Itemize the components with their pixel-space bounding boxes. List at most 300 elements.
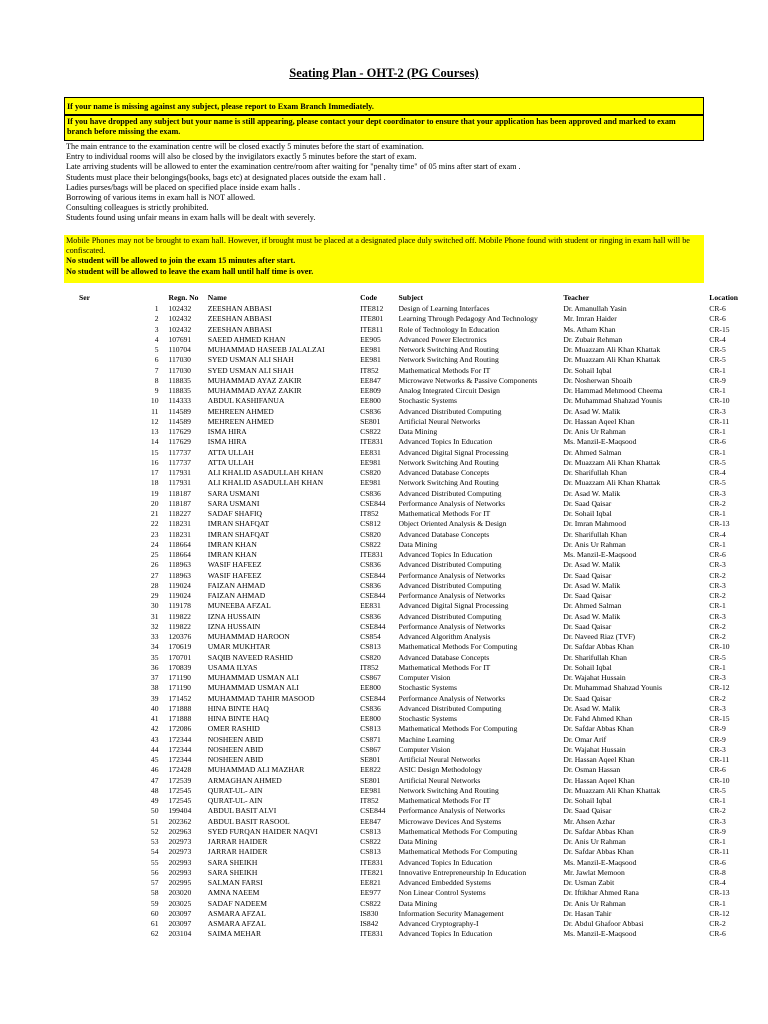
table-row <box>0 714 768 724</box>
rule-item: Ladies purses/bags will be placed on specified place inside exam halls . <box>66 182 301 192</box>
table-row <box>0 366 768 376</box>
table-row <box>0 530 768 540</box>
cell-location: CR-3 <box>709 488 726 498</box>
table-row <box>0 612 768 622</box>
table-row <box>0 519 768 529</box>
header-sno: Ser <box>79 293 90 303</box>
cell-regn-no: 118963 <box>168 560 191 570</box>
cell-regn-no: 118187 <box>168 488 191 498</box>
cell-subject: Advanced Digital Signal Processing <box>398 601 509 611</box>
table-row <box>0 314 768 324</box>
cell-teacher: Dr. Asad W. Malik <box>563 611 621 621</box>
cell-regn-no: 172344 <box>168 734 192 744</box>
cell-regn-no: 172344 <box>168 744 192 754</box>
header-code: Code <box>360 293 378 303</box>
cell-location: CR-6 <box>709 437 726 447</box>
table-row <box>0 468 768 478</box>
cell-subject: Computer Vision <box>398 744 451 754</box>
cell-code: CS836 <box>360 488 381 498</box>
cell-teacher: Dr. Asad W. Malik <box>563 703 621 713</box>
table-row <box>0 878 768 888</box>
cell-regn-no: 102432 <box>168 314 192 324</box>
cell-location: CR-1 <box>709 427 726 436</box>
cell-regn-no: 117931 <box>168 478 191 488</box>
cell-code: ITE831 <box>360 857 384 867</box>
cell-sno: 55 <box>150 857 159 867</box>
cell-code: EE809 <box>360 386 381 395</box>
table-row <box>0 355 768 365</box>
table-row <box>0 417 768 427</box>
cell-name: ABDUL BASIT ALVI <box>207 806 277 816</box>
cell-code: CS836 <box>360 580 381 590</box>
cell-name: MUNEEBA AFZAL <box>207 601 271 611</box>
cell-sno: 51 <box>150 816 159 826</box>
cell-code: CS871 <box>360 734 381 744</box>
cell-regn-no: 118664 <box>168 550 191 559</box>
cell-sno: 2 <box>154 314 159 324</box>
cell-name: SARA USMANI <box>207 488 260 498</box>
cell-code: CS820 <box>360 529 381 539</box>
table-row <box>0 437 768 447</box>
rule-item: Students must place their belongings(books, bags etc) at designated places outside the exam hall . <box>66 172 386 182</box>
cell-name: ZEESHAN ABBASI <box>207 304 272 313</box>
table-row <box>0 632 768 642</box>
cell-location: CR-3 <box>709 816 726 826</box>
cell-sno: 15 <box>150 447 159 457</box>
cell-teacher: Dr. Safdar Abbas Khan <box>563 724 634 734</box>
table-row <box>0 724 768 734</box>
cell-sno: 41 <box>150 714 159 723</box>
cell-name: WASIF HAFEEZ <box>207 560 262 570</box>
cell-teacher: Dr. Ahmed Salman <box>563 601 622 611</box>
cell-location: CR-2 <box>709 591 726 600</box>
table-row <box>0 806 768 816</box>
table-row <box>0 837 768 847</box>
cell-subject: Advanced Distributed Computing <box>398 703 502 713</box>
table-row <box>0 909 768 919</box>
cell-sno: 38 <box>150 683 159 693</box>
cell-sno: 37 <box>150 673 159 682</box>
table-row <box>0 458 768 468</box>
table-row <box>0 581 768 591</box>
cell-location: CR-2 <box>709 570 726 580</box>
cell-name: MUHAMMAD ALI MAZHAR <box>207 765 305 775</box>
cell-teacher: Dr. Hassan Aqeel Khan <box>563 755 635 764</box>
cell-subject: Advanced Cryptography-I <box>398 919 479 928</box>
cell-regn-no: 118231 <box>168 529 191 539</box>
header-name: Name <box>207 293 227 303</box>
cell-location: CR-1 <box>709 365 726 375</box>
cell-name: UMAR MUKHTAR <box>207 642 271 652</box>
cell-subject: Computer Vision <box>398 673 451 682</box>
cell-location: CR-11 <box>709 416 730 426</box>
cell-code: IT852 <box>360 662 379 672</box>
cell-name: HINA BINTE HAQ <box>207 703 269 713</box>
cell-name: ASMARA AFZAL <box>207 919 266 928</box>
cell-code: CS836 <box>360 611 381 621</box>
cell-name: ZEESHAN ABBASI <box>207 314 272 324</box>
cell-name: SAIMA MEHAR <box>207 929 262 939</box>
cell-subject: Network Switching And Routing <box>398 345 499 354</box>
cell-teacher: Dr. Sohail Iqbal <box>563 796 612 805</box>
cell-sno: 59 <box>150 898 159 908</box>
cell-teacher: Dr. Muazzam Ali Khan Khattak <box>563 355 661 365</box>
table-row <box>0 919 768 929</box>
cell-code: CS820 <box>360 652 381 662</box>
cell-location: CR-9 <box>709 375 726 385</box>
cell-location: CR-11 <box>709 755 730 764</box>
cell-teacher: Dr. Anis Ur Rahman <box>563 427 626 436</box>
cell-subject: Data Mining <box>398 837 438 846</box>
cell-sno: 29 <box>150 591 159 600</box>
cell-code: CSE844 <box>360 570 386 580</box>
cell-sno: 60 <box>150 908 159 918</box>
mobile-phone-notice <box>64 235 704 283</box>
cell-location: CR-5 <box>709 355 726 365</box>
cell-name: MUHAMMAD USMAN ALI <box>207 673 299 682</box>
cell-name: SADAF SHAFIQ <box>207 509 262 518</box>
rule-item: Consulting colleagues is strictly prohibited. <box>66 203 209 213</box>
cell-location: CR-2 <box>709 806 726 816</box>
cell-location: CR-11 <box>709 847 730 857</box>
cell-name: QURAT-UL- AIN <box>207 796 263 805</box>
cell-location: CR-1 <box>709 601 726 611</box>
cell-code: SE801 <box>360 416 381 426</box>
cell-teacher: Dr. Sharifullah Khan <box>563 652 627 662</box>
cell-teacher: Dr. Saad Qaisar <box>563 621 612 631</box>
cell-subject: Information Security Management <box>398 908 504 918</box>
cell-code: EE905 <box>360 334 381 344</box>
rule-item: The main entrance to the examination centre will be closed exactly 5 minutes before the start of examination. <box>66 142 424 151</box>
cell-regn-no: 117737 <box>168 457 191 467</box>
table-row <box>0 847 768 857</box>
cell-name: IMRAN SHAFQAT <box>207 529 270 539</box>
table-row <box>0 622 768 632</box>
header-location: Location <box>709 293 738 303</box>
cell-location: CR-15 <box>709 324 730 334</box>
cell-subject: Mathematical Methods For IT <box>398 365 491 375</box>
cell-name: IMRAN KHAN <box>207 539 257 549</box>
cell-subject: Performance Analysis of Networks <box>398 570 506 580</box>
table-row <box>0 888 768 898</box>
table-row <box>0 796 768 806</box>
cell-location: CR-3 <box>709 703 726 713</box>
cell-subject: Microwave Devices And Systems <box>398 816 502 826</box>
table-row <box>0 786 768 796</box>
cell-sno: 16 <box>150 457 159 467</box>
cell-regn-no: 120376 <box>168 632 192 641</box>
cell-regn-no: 117629 <box>168 437 191 447</box>
cell-regn-no: 118231 <box>168 519 191 529</box>
cell-teacher: Ms. Manzil-E-Maqsood <box>563 857 637 867</box>
cell-code: IT852 <box>360 509 379 518</box>
cell-regn-no: 202362 <box>168 816 192 826</box>
cell-code: CS812 <box>360 519 381 529</box>
cell-teacher: Dr. Fahd Ahmed Khan <box>563 714 633 723</box>
cell-sno: 13 <box>150 427 159 436</box>
cell-name: MUHAMMAD AYAZ ZAKIR <box>207 375 302 385</box>
cell-name: IZNA HUSSAIN <box>207 611 261 621</box>
cell-subject: Non Linear Control Systems <box>398 888 486 898</box>
cell-name: IMRAN SHAFQAT <box>207 519 270 529</box>
cell-teacher: Dr. Asad W. Malik <box>563 488 621 498</box>
cell-regn-no: 202963 <box>168 826 192 836</box>
cell-location: CR-13 <box>709 519 730 529</box>
cell-teacher: Dr. Usman Zabit <box>563 878 615 887</box>
cell-regn-no: 107691 <box>168 334 192 344</box>
cell-regn-no: 117030 <box>168 365 191 375</box>
cell-name: ALI KHALID ASADULLAH KHAN <box>207 468 324 477</box>
cell-code: ITE831 <box>360 929 384 939</box>
cell-subject: Advanced Topics In Education <box>398 857 493 867</box>
cell-teacher: Dr. Nosherwan Shoaib <box>563 375 633 385</box>
cell-sno: 54 <box>150 847 159 857</box>
cell-regn-no: 118835 <box>168 386 191 395</box>
table-row <box>0 858 768 868</box>
cell-regn-no: 118227 <box>168 509 191 518</box>
cell-subject: Machine Learning <box>398 734 455 744</box>
cell-sno: 26 <box>150 560 159 570</box>
cell-subject: Advanced Distributed Computing <box>398 488 502 498</box>
cell-code: CS813 <box>360 826 381 836</box>
cell-name: ATTA ULLAH <box>207 447 254 457</box>
cell-name: ZEESHAN ABBASI <box>207 324 272 334</box>
cell-regn-no: 171888 <box>168 714 192 723</box>
cell-sno: 39 <box>150 693 159 703</box>
cell-subject: Performance Analysis of Networks <box>398 591 506 600</box>
cell-regn-no: 118963 <box>168 570 191 580</box>
cell-location: CR-6 <box>709 857 726 867</box>
table-row <box>0 335 768 345</box>
cell-teacher: Dr. Hassan Aqeel Khan <box>563 775 635 785</box>
cell-teacher: Dr. Asad W. Malik <box>563 580 621 590</box>
cell-code: IS830 <box>360 908 379 918</box>
cell-teacher: Dr. Sohail Iqbal <box>563 662 612 672</box>
cell-code: ITE831 <box>360 550 384 559</box>
cell-location: CR-12 <box>709 683 730 693</box>
cell-subject: Object Oriented Analysis & Design <box>398 519 507 529</box>
table-row <box>0 745 768 755</box>
missing-name-notice: If your name is missing against any subject, please report to Exam Branch Immediately. <box>64 97 704 115</box>
cell-code: CS854 <box>360 632 381 641</box>
cell-subject: Advanced Database Concepts <box>398 529 490 539</box>
table-row <box>0 817 768 827</box>
cell-sno: 61 <box>150 919 159 928</box>
cell-sno: 8 <box>154 375 159 385</box>
cell-code: SE801 <box>360 755 381 764</box>
cell-subject: Performance Analysis of Networks <box>398 693 506 703</box>
cell-teacher: Dr. Ahmed Salman <box>563 447 622 457</box>
cell-name: QURAT-UL- AIN <box>207 785 263 795</box>
cell-name: WASIF HAFEEZ <box>207 570 262 580</box>
cell-name: OMER RASHID <box>207 724 260 734</box>
cell-regn-no: 171888 <box>168 703 192 713</box>
join-rule: No student will be allowed to join the exam 15 minutes after start. <box>66 256 296 266</box>
cell-code: ITE812 <box>360 304 384 313</box>
cell-subject: Performance Analysis of Networks <box>398 498 506 508</box>
cell-name: JARRAR HAIDER <box>207 847 268 857</box>
cell-sno: 33 <box>150 632 159 641</box>
cell-regn-no: 119024 <box>168 591 191 600</box>
cell-sno: 53 <box>150 837 159 846</box>
cell-sno: 58 <box>150 888 159 898</box>
cell-subject: Artificial Neural Networks <box>398 775 481 785</box>
table-row <box>0 509 768 519</box>
cell-location: CR-1 <box>709 539 726 549</box>
cell-location: CR-5 <box>709 652 726 662</box>
cell-code: EE800 <box>360 396 381 406</box>
cell-regn-no: 172086 <box>168 724 192 734</box>
table-row <box>0 653 768 663</box>
cell-regn-no: 203020 <box>168 888 192 898</box>
cell-subject: Mathematical Methods For Computing <box>398 724 518 734</box>
cell-regn-no: 170701 <box>168 652 192 662</box>
cell-regn-no: 114589 <box>168 406 191 416</box>
cell-subject: Advanced Topics In Education <box>398 550 493 559</box>
exam-rules <box>66 142 706 224</box>
cell-name: AMNA NAEEM <box>207 888 260 898</box>
cell-regn-no: 117030 <box>168 355 191 365</box>
cell-location: CR-5 <box>709 785 726 795</box>
cell-teacher: Dr. Muazzam Ali Khan Khattak <box>563 457 661 467</box>
cell-subject: Advanced Distributed Computing <box>398 580 502 590</box>
cell-regn-no: 172539 <box>168 775 192 785</box>
table-row <box>0 683 768 693</box>
cell-name: SARA SHEIKH <box>207 857 258 867</box>
cell-code: CSE844 <box>360 806 386 816</box>
cell-subject: Advanced Distributed Computing <box>398 611 502 621</box>
table-row <box>0 601 768 611</box>
cell-location: CR-5 <box>709 457 726 467</box>
header-subject: Subject <box>398 293 424 303</box>
cell-regn-no: 172428 <box>168 765 192 775</box>
cell-code: CSE844 <box>360 498 386 508</box>
cell-regn-no: 119822 <box>168 611 191 621</box>
cell-teacher: Dr. Muazzam Ali Khan Khattak <box>563 478 661 488</box>
cell-location: CR-5 <box>709 345 726 354</box>
rule-item: Late arriving students will be allowed to enter the examination centre/room after waiting for "penalty time" of 05 mins after start of exam . <box>66 162 521 172</box>
table-row <box>0 899 768 909</box>
cell-code: ITE811 <box>360 324 384 334</box>
cell-sno: 6 <box>154 355 159 365</box>
cell-code: EE821 <box>360 878 381 887</box>
table-row <box>0 694 768 704</box>
cell-subject: Network Switching And Routing <box>398 457 499 467</box>
cell-name: MUHAMMAD AYAZ ZAKIR <box>207 386 302 395</box>
cell-name: MEHREEN AHMED <box>207 416 274 426</box>
cell-sno: 47 <box>150 775 159 785</box>
cell-location: CR-3 <box>709 580 726 590</box>
cell-teacher: Dr. Muhammad Shahzad Younis <box>563 396 662 406</box>
cell-subject: Advanced Distributed Computing <box>398 406 502 416</box>
cell-regn-no: 203104 <box>168 929 192 939</box>
cell-location: CR-9 <box>709 724 726 734</box>
cell-code: CSE844 <box>360 693 386 703</box>
cell-regn-no: 202995 <box>168 878 192 887</box>
table-row <box>0 427 768 437</box>
cell-regn-no: 202973 <box>168 837 192 846</box>
cell-regn-no: 102432 <box>168 304 192 313</box>
cell-teacher: Dr. Hassan Aqeel Khan <box>563 416 635 426</box>
cell-regn-no: 119024 <box>168 580 191 590</box>
cell-subject: Stochastic Systems <box>398 683 457 693</box>
cell-name: FAIZAN AHMAD <box>207 580 266 590</box>
cell-code: EE800 <box>360 683 381 693</box>
cell-regn-no: 118664 <box>168 539 191 549</box>
cell-location: CR-1 <box>709 662 726 672</box>
cell-teacher: Dr. Osman Hassan <box>563 765 621 775</box>
cell-name: ALI KHALID ASADULLAH KHAN <box>207 478 324 488</box>
cell-name: SALMAN FARSI <box>207 878 263 887</box>
cell-sno: 21 <box>150 509 159 518</box>
table-row <box>0 755 768 765</box>
cell-name: SYED USMAN ALI SHAH <box>207 365 294 375</box>
cell-sno: 9 <box>154 386 159 395</box>
cell-teacher: Dr. Wajahat Hussain <box>563 744 626 754</box>
cell-code: SE801 <box>360 775 381 785</box>
cell-subject: Data Mining <box>398 539 438 549</box>
cell-sno: 10 <box>150 396 159 406</box>
cell-location: CR-6 <box>709 314 726 324</box>
cell-subject: Artificial Neural Networks <box>398 755 481 764</box>
table-row <box>0 325 768 335</box>
cell-name: SAQIB NAVEED RASHID <box>207 652 293 662</box>
table-row <box>0 489 768 499</box>
cell-sno: 34 <box>150 642 159 652</box>
cell-code: CS836 <box>360 560 381 570</box>
cell-subject: Data Mining <box>398 427 438 436</box>
cell-teacher: Dr. Amanullah Yasin <box>563 304 627 313</box>
cell-name: SADAF NADEEM <box>207 898 268 908</box>
cell-teacher: Dr. Sohail Iqbal <box>563 365 612 375</box>
cell-teacher: Dr. Saad Qaisar <box>563 806 612 816</box>
cell-code: EE981 <box>360 355 381 365</box>
cell-subject: Data Mining <box>398 898 438 908</box>
cell-name: SARA SHEIKH <box>207 867 258 877</box>
cell-code: CSE844 <box>360 621 386 631</box>
cell-sno: 20 <box>150 498 159 508</box>
cell-teacher: Dr. Sharifullah Khan <box>563 529 627 539</box>
cell-location: CR-4 <box>709 878 726 887</box>
cell-name: JARRAR HAIDER <box>207 837 268 846</box>
cell-subject: Mathematical Methods For Computing <box>398 847 518 857</box>
cell-regn-no: 118835 <box>168 375 191 385</box>
cell-subject: Mathematical Methods For Computing <box>398 826 518 836</box>
cell-name: SYED FURQAN HAIDER NAQVI <box>207 826 318 836</box>
cell-location: CR-2 <box>709 919 726 928</box>
seating-table <box>0 293 768 940</box>
cell-sno: 52 <box>150 826 159 836</box>
cell-location: CR-15 <box>709 714 730 723</box>
cell-location: CR-4 <box>709 334 726 344</box>
cell-location: CR-10 <box>709 396 730 406</box>
cell-subject: Advanced Embedded Systems <box>398 878 491 887</box>
cell-sno: 12 <box>150 416 159 426</box>
cell-code: CS836 <box>360 406 381 416</box>
cell-regn-no: 118187 <box>168 498 191 508</box>
cell-subject: Network Switching And Routing <box>398 478 499 488</box>
page-title: Seating Plan - OHT-2 (PG Courses) <box>289 66 479 80</box>
cell-regn-no: 102432 <box>168 324 192 334</box>
cell-teacher: Dr. Muhammad Shahzad Younis <box>563 683 662 693</box>
table-row <box>0 345 768 355</box>
cell-regn-no: 172344 <box>168 755 192 764</box>
cell-code: EE847 <box>360 375 381 385</box>
cell-code: EE981 <box>360 785 381 795</box>
table-row <box>0 499 768 509</box>
cell-code: CSE844 <box>360 591 386 600</box>
cell-sno: 22 <box>150 519 159 529</box>
